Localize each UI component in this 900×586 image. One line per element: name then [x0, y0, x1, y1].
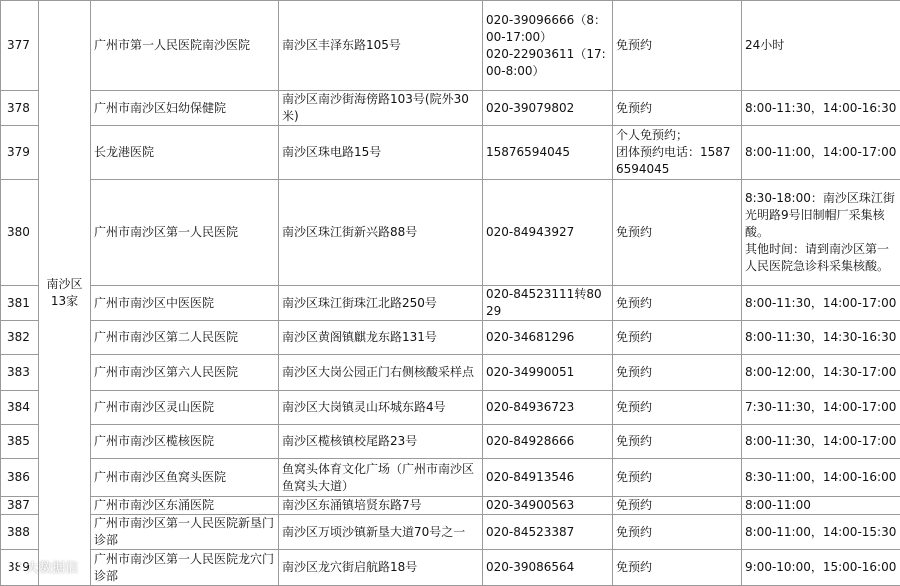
row-number: 385	[1, 425, 39, 459]
table-row	[1, 286, 900, 321]
hospital-name: 广州市南沙区第一人民医院龙穴门诊部	[91, 550, 279, 586]
table-row	[1, 180, 900, 286]
table-row	[1, 126, 900, 180]
booking-info: 免预约	[613, 391, 742, 425]
hospital-name: 广州市南沙区第一人民医院新垦门诊部	[91, 515, 279, 550]
hospital-address: 南沙区珠电路15号	[279, 126, 483, 180]
service-hours: 8:00-12:00，14:30-17:00	[742, 355, 900, 391]
hospital-phone: 020-84523111转8029	[483, 286, 613, 321]
row-number: 388	[1, 515, 39, 550]
row-number: 381	[1, 286, 39, 321]
hospital-phone: 020-34681296	[483, 321, 613, 355]
watermark-logo-icon	[6, 559, 22, 575]
hospital-address: 南沙区南沙街海傍路103号(院外30米)	[279, 91, 483, 126]
hospital-name: 长龙港医院	[91, 126, 279, 180]
row-number: 378	[1, 91, 39, 126]
booking-info: 免预约	[613, 286, 742, 321]
table-row	[1, 391, 900, 425]
hospital-address: 南沙区珠江街珠江北路250号	[279, 286, 483, 321]
table-row	[1, 425, 900, 459]
hospital-address: 南沙区大岗镇灵山环城东路4号	[279, 391, 483, 425]
row-number: 386	[1, 459, 39, 497]
service-hours: 7:30-11:30，14:00-17:00	[742, 391, 900, 425]
booking-info: 免预约	[613, 180, 742, 286]
hospital-phone: 020-84523387	[483, 515, 613, 550]
hospital-phone: 020-84943927	[483, 180, 613, 286]
hospital-phone: 020-34900563	[483, 497, 613, 515]
row-number: 389	[1, 550, 39, 586]
booking-info: 免预约	[613, 1, 742, 91]
booking-info: 个人免预约； 团体预约电话：15876594045	[613, 126, 742, 180]
hospital-address: 鱼窝头体育文化广场（广州市南沙区鱼窝头大道）	[279, 459, 483, 497]
table-row	[1, 550, 900, 586]
hospital-address: 南沙区万顷沙镇新垦大道70号之一	[279, 515, 483, 550]
row-number: 387	[1, 497, 39, 515]
booking-info: 免预约	[613, 425, 742, 459]
service-hours: 8:00-11:00，14:00-15:30	[742, 515, 900, 550]
service-hours: 8:00-11:30，14:00-16:30	[742, 91, 900, 126]
hospital-name: 广州市南沙区中医医院	[91, 286, 279, 321]
service-hours: 8:00-11:30，14:00-17:00	[742, 286, 900, 321]
service-hours: 9:00-10:00，15:00-16:00	[742, 550, 900, 586]
row-number: 383	[1, 355, 39, 391]
table-row	[1, 459, 900, 497]
hospital-name: 广州市南沙区榄核医院	[91, 425, 279, 459]
table-row	[1, 1, 900, 91]
booking-info: 免预约	[613, 355, 742, 391]
hospital-name: 广州市南沙区鱼窝头医院	[91, 459, 279, 497]
booking-info: 免预约	[613, 515, 742, 550]
hospital-address: 南沙区榄核镇校尾路23号	[279, 425, 483, 459]
watermark-text: 大数据信	[26, 557, 78, 576]
hospital-phone: 020-39079802	[483, 91, 613, 126]
booking-info: 免预约	[613, 321, 742, 355]
row-number: 379	[1, 126, 39, 180]
service-hours: 8:00-11:30，14:30-16:30	[742, 321, 900, 355]
booking-info: 免预约	[613, 497, 742, 515]
watermark	[6, 557, 78, 576]
hospital-phone: 15876594045	[483, 126, 613, 180]
hospital-phone: 020-84936723	[483, 391, 613, 425]
hospital-phone: 020-84928666	[483, 425, 613, 459]
service-hours: 24小时	[742, 1, 900, 91]
service-hours: 8:30-11:00，14:00-16:00	[742, 459, 900, 497]
service-hours: 8:00-11:00，14:00-17:00	[742, 126, 900, 180]
service-hours: 8:00-11:30，14:00-17:00	[742, 425, 900, 459]
hospital-phone: 020-39086564	[483, 550, 613, 586]
booking-info: 免预约	[613, 459, 742, 497]
service-hours: 8:30-18:00：南沙区珠江街光明路9号旧制帽厂采集核酸。 其他时间：请到南沙区第一人民医院急诊科采集核酸。	[742, 180, 900, 286]
service-hours: 8:00-11:00	[742, 497, 900, 515]
hospital-name: 广州市南沙区东涌医院	[91, 497, 279, 515]
row-number: 380	[1, 180, 39, 286]
hospital-name: 广州市第一人民医院南沙医院	[91, 1, 279, 91]
booking-info: 免预约	[613, 550, 742, 586]
hospital-name: 广州市南沙区第一人民医院	[91, 180, 279, 286]
hospital-address: 南沙区龙穴街启航路18号	[279, 550, 483, 586]
district-cell: 南沙区 13家	[39, 1, 91, 586]
row-number: 377	[1, 1, 39, 91]
booking-info: 免预约	[613, 91, 742, 126]
row-number: 384	[1, 391, 39, 425]
hospital-address: 南沙区东涌镇培贤东路7号	[279, 497, 483, 515]
hospital-name: 广州市南沙区灵山医院	[91, 391, 279, 425]
table-row	[1, 91, 900, 126]
hospital-phone: 020-39096666（8：00-17:00） 020-22903611（17:00-8:00）	[483, 1, 613, 91]
table-row	[1, 355, 900, 391]
hospital-name: 广州市南沙区第六人民医院	[91, 355, 279, 391]
hospital-name: 广州市南沙区妇幼保健院	[91, 91, 279, 126]
hospital-name: 广州市南沙区第二人民医院	[91, 321, 279, 355]
hospital-address: 南沙区大岗公园正门右侧核酸采样点	[279, 355, 483, 391]
hospital-phone: 020-34990051	[483, 355, 613, 391]
hospital-address: 南沙区黄阁镇麒龙东路131号	[279, 321, 483, 355]
hospital-address: 南沙区丰泽东路105号	[279, 1, 483, 91]
table-row	[1, 515, 900, 550]
table-row	[1, 497, 900, 515]
hospital-address: 南沙区珠江街新兴路88号	[279, 180, 483, 286]
hospital-phone: 020-84913546	[483, 459, 613, 497]
table-row	[1, 321, 900, 355]
row-number: 382	[1, 321, 39, 355]
